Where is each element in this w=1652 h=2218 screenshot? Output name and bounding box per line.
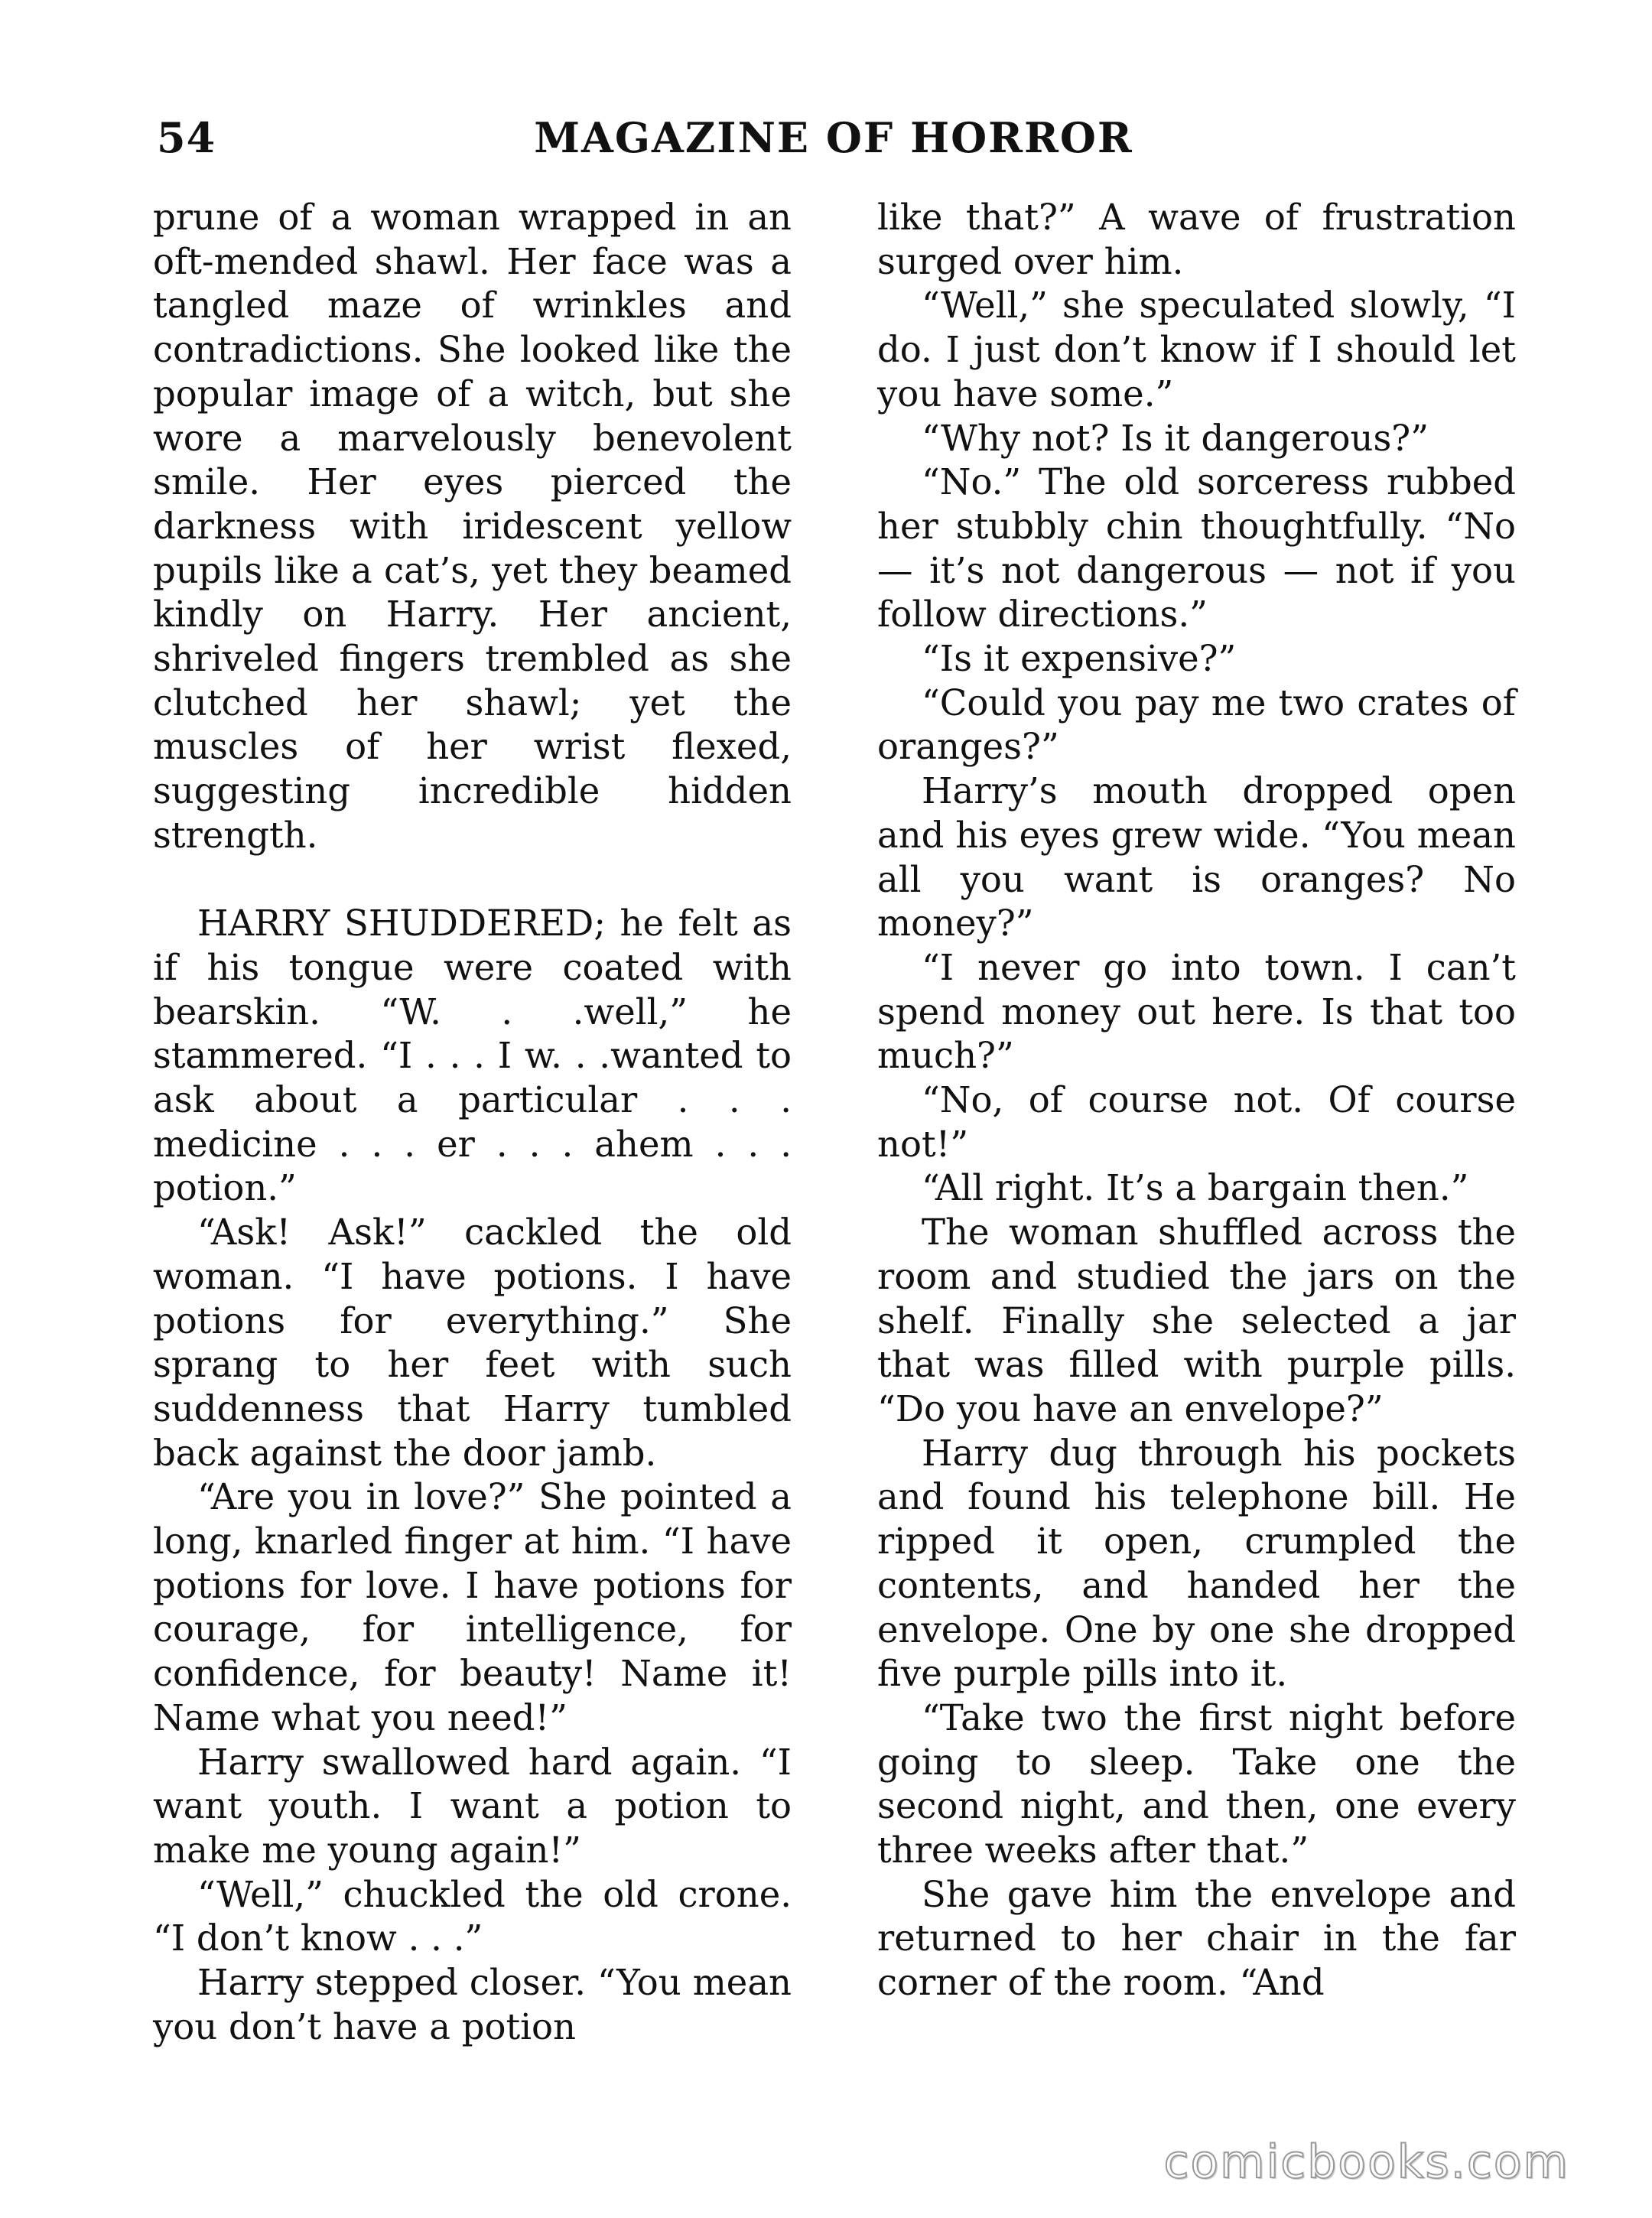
paragraph: “No.” The old sorceress rubbed her stubbly chin thoughtfully. “No — it’s not dangerous — not if you follow directions.” (877, 461, 1516, 636)
paragraph: “No, of course not. Of course not!” (877, 1079, 1516, 1165)
paragraph: “Are you in love?” She pointed a long, knarled finger at him. “I have potions for love. I have potions for courage, for intelligence, for confidence, for beauty! Name it! Name what you need!” (153, 1476, 792, 1738)
paragraph: Harry’s mouth dropped open and his eyes grew wide. “You mean all you want is oranges? No money?” (877, 770, 1516, 945)
paragraph: like that?” A wave of frustration surged over him. (877, 197, 1516, 282)
paragraph: “Well,” she speculated slowly, “I do. I just don’t know if I should let you have some.” (877, 285, 1516, 415)
paragraph: “Why not? Is it dangerous?” (922, 417, 1429, 459)
paragraph: “Take two the first night before going to sleep. Take one the second night, and then, one every three weeks after that.” (877, 1696, 1516, 1872)
page-header (157, 113, 1511, 167)
paragraph: “I never go into town. I can’t spend money out here. Is that too much?” (877, 946, 1516, 1077)
paragraph: “Well,” chuckled the old crone. “I don’t know . . .” (153, 1873, 792, 1959)
paragraph: She gave him the envelope and returned to her chair in the far corner of the room. “And (877, 1873, 1516, 2004)
paragraph: “Could you pay me two crates of oranges?” (877, 681, 1516, 768)
paragraph: prune of a woman wrapped in an oft-mended shawl. Her face was a tangled maze of wrinkles and contradictions. She looked like the popular image of a witch, but she wore a marvelously benevolent smile. Her eyes pierced the darkness with iridescent yellow pupils like a cat’s, yet they beamed kindly on Harry. Her ancient, shriveled fingers trembled as she clutched her shawl; yet the muscles of her wrist flexed, suggesting incredible hidden strength. (153, 197, 792, 856)
paragraph: The woman shuffled across the room and studied the jars on the shelf. Finally she selected a jar that was filled with purple pills. “Do you have an envelope?” (877, 1211, 1516, 1429)
paragraph: Harry swallowed hard again. “I want youth. I want a potion to make me young again!” (153, 1741, 792, 1871)
paragraph: HARRY SHUDDERED; he felt as if his tongue were coated with bearskin. “W. . .well,” he stammered. “I . . . I w. . .wanted to ask about a particular . . . medicine . . . er . . . ahem . . . potion.” (153, 902, 792, 1209)
running-title: MAGAZINE OF HORROR (534, 113, 1133, 162)
watermark: comicbooks.com (1163, 2135, 1569, 2189)
paragraph: Harry stepped closer. “You mean you don’t have a potion (153, 1962, 792, 2047)
page-number: 54 (157, 113, 216, 162)
paragraph: “Ask! Ask!” cackled the old woman. “I have potions. I have potions for everything.” She sprang to her feet with such suddenness that Harry tumbled back against the door jamb. (153, 1211, 792, 1474)
paragraph: “All right. It’s a bargain then.” (922, 1167, 1469, 1209)
paragraph: “Is it expensive?” (922, 638, 1237, 680)
left-column (153, 196, 792, 2050)
right-column (877, 196, 1516, 2005)
paragraph: Harry dug through his pockets and found his telephone bill. He ripped it open, crumpled the contents, and handed her the envelope. One by one she dropped five purple pills into it. (877, 1432, 1516, 1695)
